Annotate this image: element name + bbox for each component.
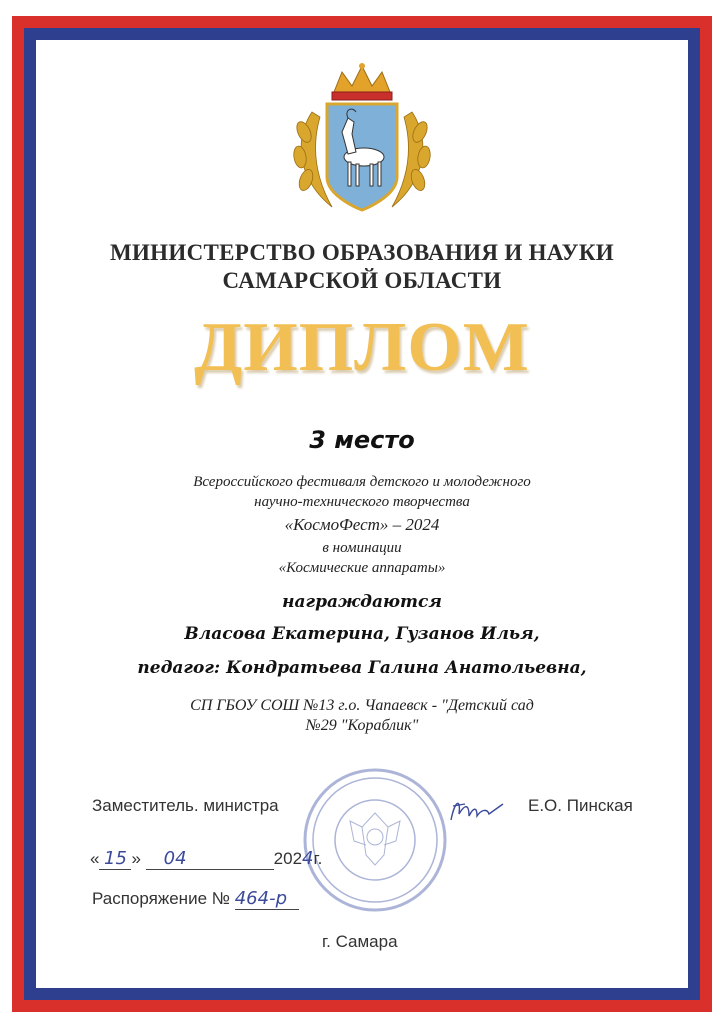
nomination-name: «Космические аппараты» — [278, 560, 446, 576]
order-number: 464-р — [235, 888, 299, 910]
festival-description-line1: Всероссийского фестиваля детского и молодежного — [193, 474, 531, 490]
nomination-label: в номинации — [322, 540, 402, 556]
date-open-quote: « — [90, 849, 100, 868]
samara-coat-of-arms-icon — [282, 62, 442, 222]
city: г. Самара — [322, 932, 398, 951]
awarded-label: награждаются — [282, 592, 442, 612]
school-line1: СП ГБОУ СОШ №13 г.о. Чапаевск - "Детский сад — [190, 697, 534, 714]
festival-name: «КосмоФест» – 2024 — [284, 515, 440, 534]
festival-description-line2: научно-технического творчества — [254, 494, 470, 510]
date-month: 04 — [146, 848, 274, 870]
order-label: Распоряжение № — [92, 889, 230, 908]
ministry-name-line2: САМАРСКОЙ ОБЛАСТИ — [222, 268, 502, 293]
award-place: 3 место — [309, 426, 415, 454]
recipients: Власова Екатерина, Гузанов Илья, — [184, 624, 540, 644]
date-close-quote: » — [131, 849, 141, 868]
date-day: 15 — [99, 848, 131, 870]
date-line — [90, 848, 322, 870]
ministry-name-line1: МИНИСТЕРСТВО ОБРАЗОВАНИЯ И НАУКИ — [109, 240, 614, 265]
signer-name: Е.О. Пинская — [528, 796, 633, 815]
date-year-handwritten: 4 — [302, 848, 314, 869]
signer-position: Заместитель. министра — [92, 796, 279, 815]
date-year-prefix: 202 — [273, 849, 303, 868]
date-year-suffix: г. — [313, 849, 323, 868]
official-stamp-icon — [300, 765, 450, 915]
teacher: педагог: Кондратьева Галина Анатольевна, — [137, 658, 587, 678]
handwritten-signature-icon — [447, 790, 507, 830]
school-line2: №29 "Кораблик" — [305, 717, 419, 734]
diploma-title: ДИПЛОМ — [194, 309, 530, 386]
order-line — [92, 888, 299, 910]
